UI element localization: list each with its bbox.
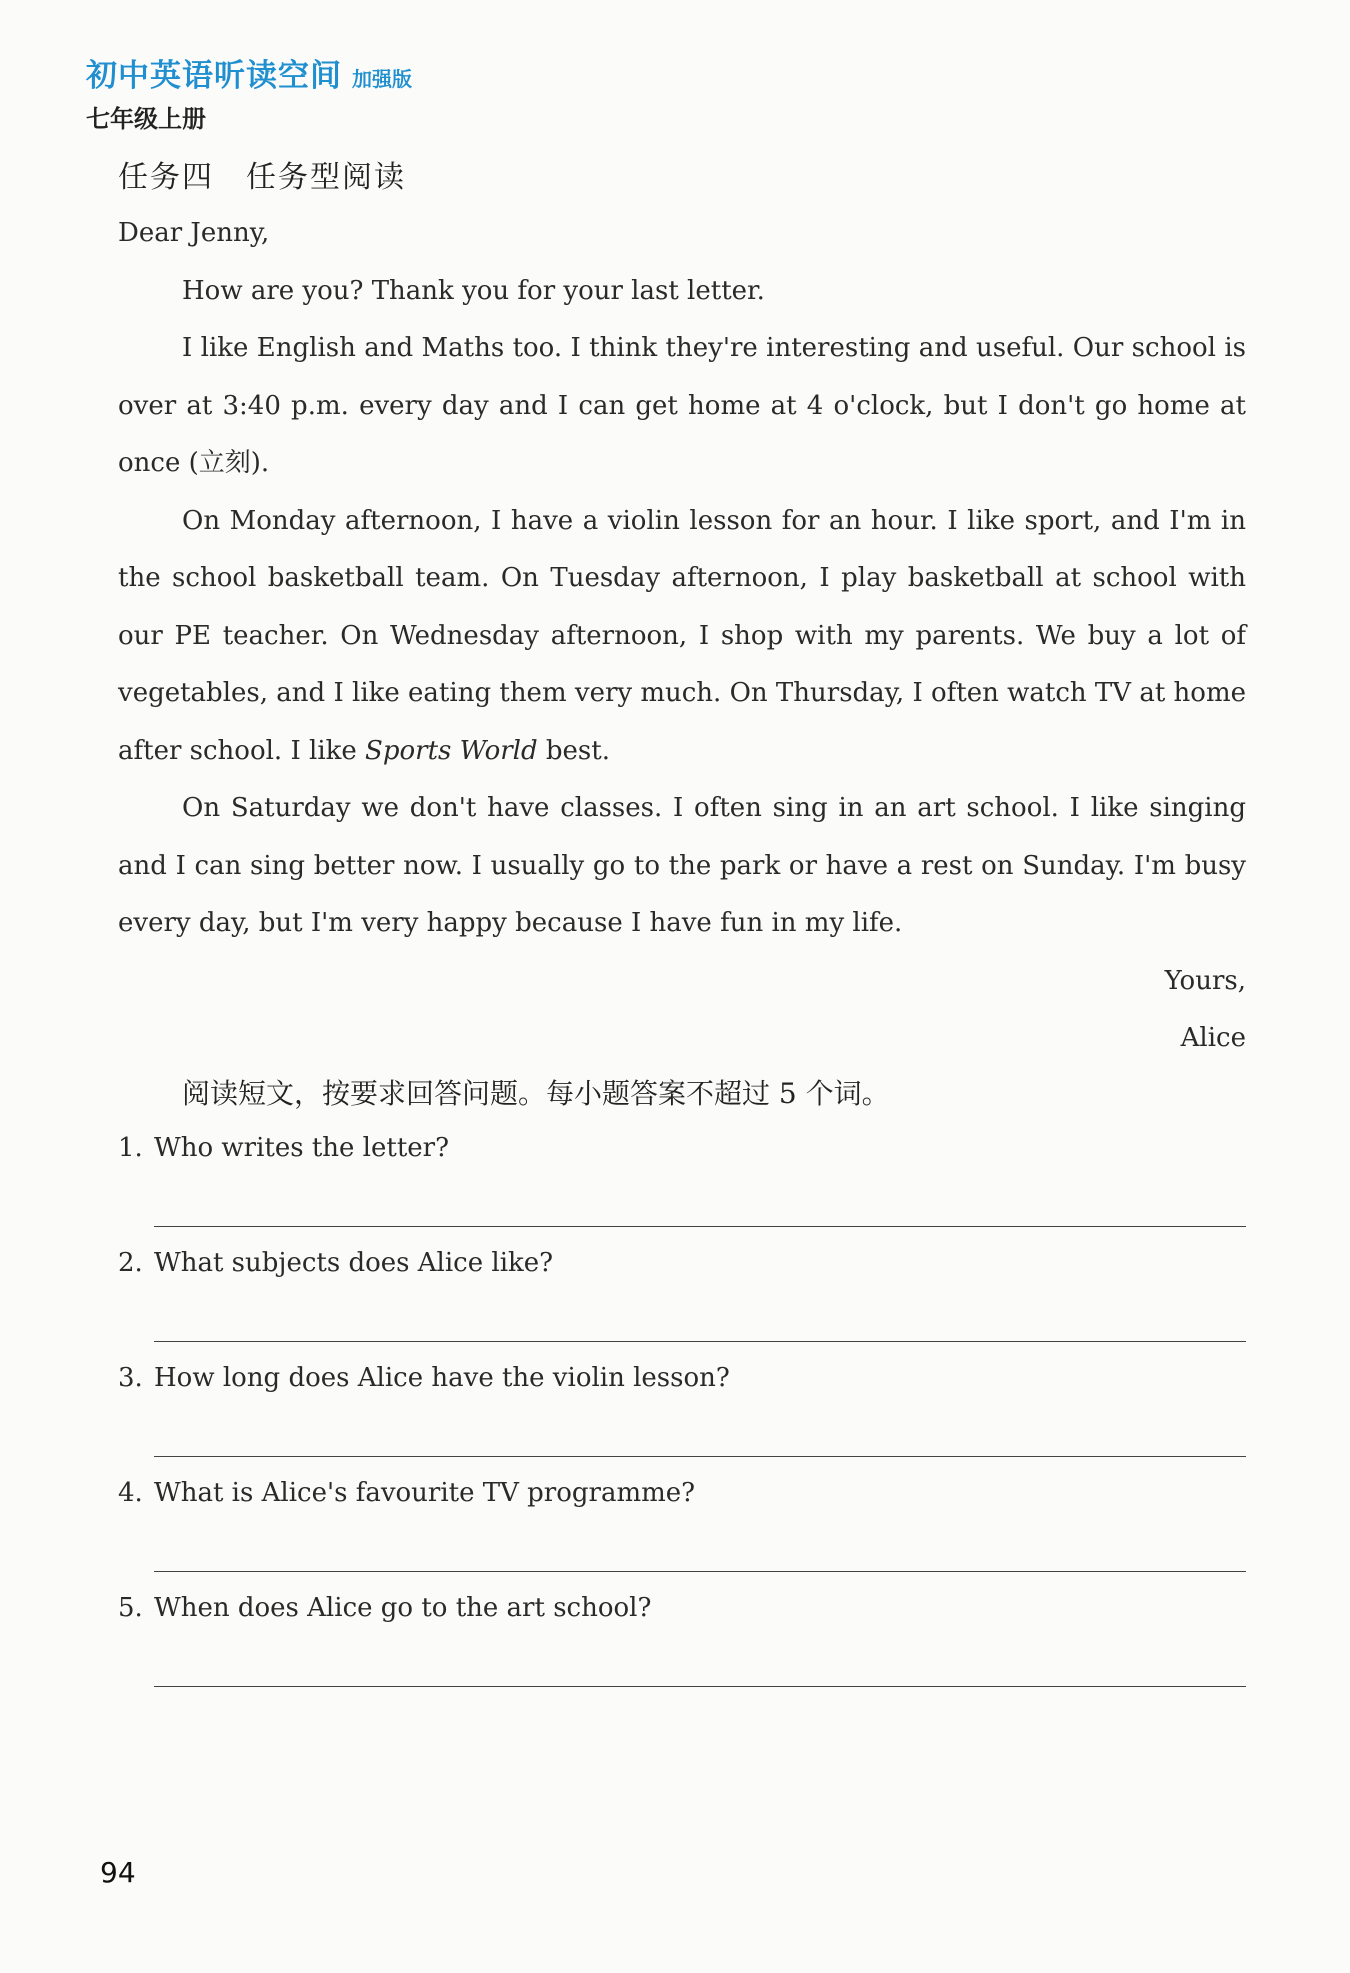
letter-paragraph: I like English and Maths too. I think they're interesting and useful. Our school is over at 3:40 p.m. every day and I can get home at 4 o'clock, but I don't go home at once (立刻). — [118, 333, 1246, 478]
letter-closing: Yours, — [1164, 965, 1246, 996]
letter-paragraph — [118, 493, 1246, 781]
question-number: 5. — [118, 1593, 143, 1623]
letter-paragraph-text: On Monday afternoon, I have a violin lesson for an hour. I like sport, and I'm in the school basketball team. On Tuesday afternoon, I play basketball at school with our PE teacher. On Wednesday afternoon, I shop with my parents. We buy a lot of vegetables, and I like eating them very much. On Thursday, I often watch TV at home after school. — [118, 505, 1246, 766]
answer-line[interactable] — [154, 1456, 1246, 1457]
question-item — [118, 1588, 1246, 1703]
grade-label: 七年级上册 — [86, 105, 206, 133]
letter-paragraph: How are you? Thank you for your last letter. — [182, 275, 765, 306]
section-title: 任务四 任务型阅读 — [118, 160, 406, 195]
question-number: 4. — [118, 1478, 143, 1508]
brand — [86, 50, 412, 95]
question-text: When does Alice go to the art school? — [154, 1593, 652, 1623]
letter-paragraph-text: best. — [537, 735, 610, 766]
letter-text — [118, 205, 1246, 1068]
question-number: 1. — [118, 1133, 143, 1163]
brand-title: 初中英语听读空间 — [86, 58, 342, 94]
brand-edition: 加强版 — [352, 67, 412, 91]
answer-line[interactable] — [154, 1571, 1246, 1572]
letter-greeting: Dear Jenny, — [118, 218, 270, 248]
question-item — [118, 1243, 1246, 1358]
question-item — [118, 1358, 1246, 1473]
tv-programme-title: Sports World — [365, 735, 538, 766]
answer-line[interactable] — [154, 1226, 1246, 1227]
question-item — [118, 1473, 1246, 1588]
question-number: 3. — [118, 1363, 143, 1393]
letter-signature: Alice — [1180, 1023, 1246, 1053]
question-text: What is Alice's favourite TV programme? — [154, 1478, 696, 1508]
question-text: What subjects does Alice like? — [154, 1248, 554, 1278]
question-text: Who writes the letter? — [154, 1133, 450, 1163]
page-header — [86, 50, 412, 134]
letter-paragraph: On Saturday we don't have classes. I often sing in an art school. I like singing and I can sing better now. I usually go to the park or have a rest on Sunday. I'm busy every day, but I'm very happy because I have fun in my life. — [118, 793, 1246, 938]
question-text: How long does Alice have the violin lesson? — [154, 1363, 730, 1393]
instruction-text: 阅读短文，按要求回答问题。每小题答案不超过 5 个词。 — [182, 1077, 890, 1110]
answer-line[interactable] — [154, 1341, 1246, 1342]
question-list — [118, 1128, 1246, 1703]
question-number: 2. — [118, 1248, 143, 1278]
letter-paragraph-text: I like — [282, 735, 366, 766]
question-item — [118, 1128, 1246, 1243]
page-number: 94 — [100, 1856, 136, 1889]
answer-line[interactable] — [154, 1686, 1246, 1687]
